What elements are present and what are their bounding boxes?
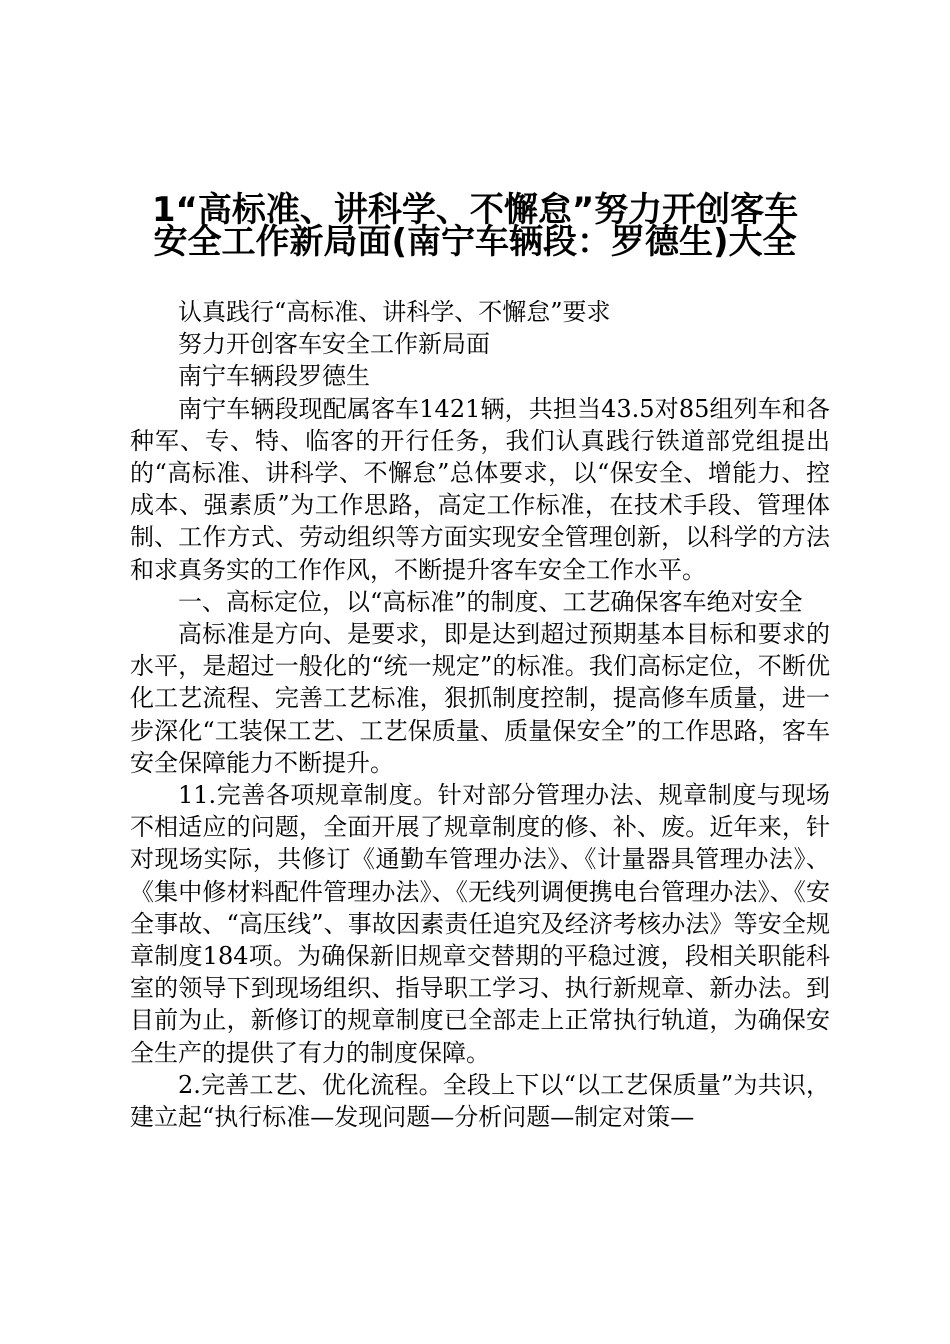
section-heading-1: 一、高标定位，以“高标准”的制度、工艺确保客车绝对安全 bbox=[178, 587, 803, 616]
paragraph-author: 南宁车辆段罗德生 bbox=[178, 362, 370, 391]
document-body bbox=[130, 296, 830, 1133]
paragraph-intro: 南宁车辆段现配属客车1421辆，共担当43.5对85组列车和各种军、专、特、临客的开行任务，我们认真践行铁道部党组提出的“高标准、讲科学、不懈怠”总体要求，以“保安全、增能力、控成本、强素质”为工作思路，高定工作标准，在技术手段、管理体制、工作方式、劳动组织等方面实现安全管理创新，以科学的方法和求真务实的工作作风，不断提升客车安全工作水平。 bbox=[130, 394, 830, 584]
paragraph-item-2: 2.完善工艺、优化流程。全段上下以“以工艺保质量”为共识，建立起“执行标准—发现问题—分析问题—制定对策— bbox=[130, 1070, 830, 1132]
paragraph-item-1: 11.完善各项规章制度。针对部分管理办法、规章制度与现场不相适应的问题，全面开展了规章制度的修、补、废。近年来，针对现场实际，共修订《通勤车管理办法》、《计量器具管理办法》、《集中修材料配件管理办法》、《无线列调便携电台管理办法》、《安全事故、“高压线”、事故因素责任追究及经济考核办法》等安全规章制度184项。为确保新旧规章交替期的平稳过渡，段相关职能科室的领导下到现场组织、指导职工学习、执行新规章、新办法。到目前为止，新修订的规章制度已全部走上正常执行轨道，为确保安全生产的提供了有力的制度保障。 bbox=[130, 781, 830, 1067]
paragraph-subtitle-1: 认真践行“高标准、讲科学、不懈怠”要求 bbox=[178, 298, 611, 326]
paragraph-section-1: 高标准是方向、是要求，即是达到超过预期基本目标和要求的水平，是超过一般化的“统一规定”的标准。我们高标定位，不断优化工艺流程、完善工艺标准，狠抓制度控制，提高修车质量，进一步深化“工装保工艺、工艺保质量、质量保安全”的工作思路，客车安全保障能力不断提升。 bbox=[130, 620, 830, 777]
paragraph-subtitle-2: 努力开创客车安全工作新局面 bbox=[178, 330, 490, 359]
document-title-line-1: 1“高标准、讲科学、不懈怠”努力开创客车 bbox=[151, 190, 799, 230]
document-title-line-2: 安全工作新局面(南宁车辆段：罗德生)大全 bbox=[153, 222, 797, 262]
